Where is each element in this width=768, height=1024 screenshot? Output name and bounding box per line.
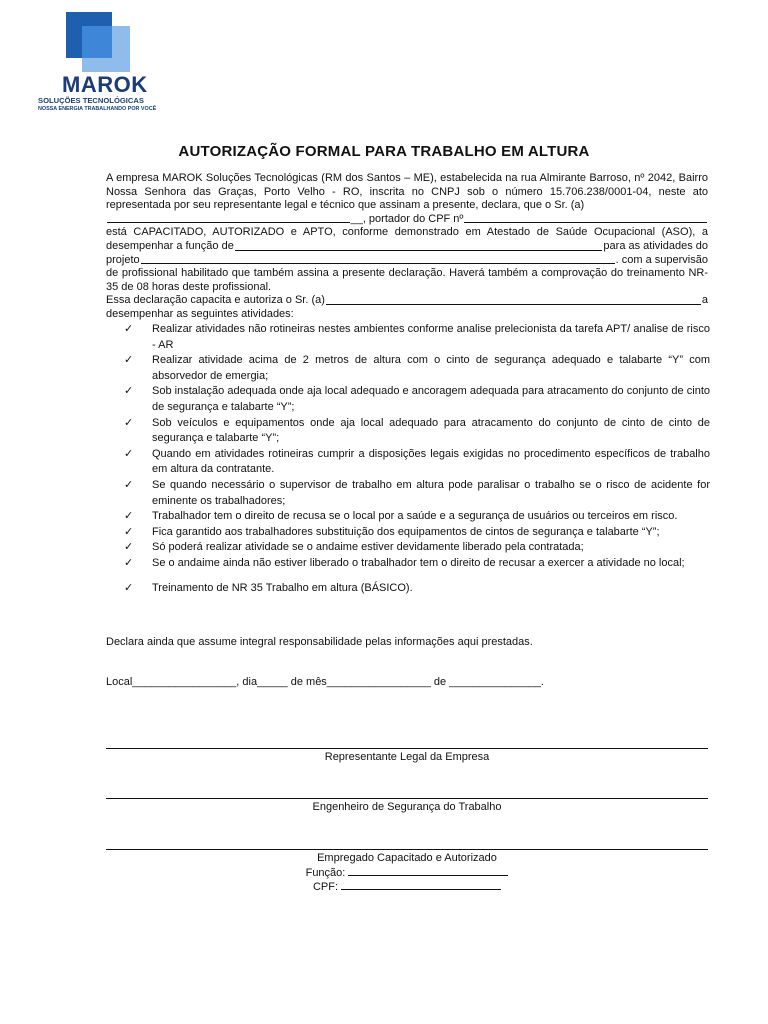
list-item (124, 556, 710, 572)
list-item (124, 525, 710, 541)
activities-list (124, 322, 710, 596)
list-item (124, 478, 710, 509)
check-icon: ✓ (124, 447, 134, 460)
signature-employee[interactable] (106, 849, 708, 894)
list-item (124, 447, 710, 478)
list-item-text: Sob veículos e equipamentos onde aja local adequado para atracamento do conjunto de cinto de cinto de segurança e talabarte “Y”; (152, 416, 710, 445)
list-item (124, 322, 710, 353)
intro-paragraph: A empresa MAROK Soluções Tecnológicas (RM dos Santos – ME), estabelecida na rua Almirante Barroso, nº 2042, Bairro Nossa Senhora das Graças, Porto Velho - RO, inscrita no CNPJ sob o número 15.706.238/0001-04, neste ato representada por seu representante legal e técnico que assinam a presente, declara, que o Sr. (a) (106, 172, 708, 212)
signature-representative[interactable] (106, 748, 708, 764)
signature-label-eng: Engenheiro de Segurança do Trabalho (312, 801, 502, 813)
logo-subtitle: SOLUÇÕES TECNOLÓGICAS (38, 96, 144, 105)
projeto-suffix: . com a supervisão (615, 253, 708, 266)
list-item (124, 540, 710, 556)
cpf-signature-row (106, 879, 708, 894)
signature-label-rep: Representante Legal da Empresa (324, 751, 490, 763)
cpf-field-line[interactable] (464, 213, 707, 224)
company-logo (38, 12, 164, 112)
list-item-text: Só poderá realizar atividade se o andaime estiver devidamente liberado pela contratada; (152, 541, 584, 554)
funcao-suffix: para as atividades do (603, 239, 708, 252)
local-date-line[interactable]: Local_________________, dia_____ de mês_________________ de _______________. (106, 676, 544, 688)
signature-engineer[interactable] (106, 798, 708, 814)
list-item-text: Realizar atividades não rotineiras nestes ambientes conforme analise prelecionista da tarefa APT/ analise de risco - AR (152, 323, 710, 351)
essa-field-line[interactable] (326, 294, 701, 305)
projeto-prefix: projeto (106, 253, 140, 266)
list-item (124, 581, 710, 597)
list-item-text: Quando em atividades rotineiras cumprir a disposições legais exigidas no procedimento específicos de trabalho em altura da contratante. (152, 447, 710, 476)
logo-square-mid (82, 26, 112, 58)
check-icon: ✓ (124, 323, 134, 335)
check-icon: ✓ (124, 354, 134, 367)
funcao-sig-field[interactable] (348, 865, 508, 876)
cpf-sig-label: CPF: (312, 881, 338, 893)
logo-brand: MAROK (62, 72, 148, 97)
list-item-text: Fica garantido aos trabalhadores substituição dos equipamentos de cintos de segurança e talabarte “Y”; (152, 525, 660, 538)
funcao-sig-label: Função: (305, 866, 346, 879)
cpf-sig-field[interactable] (341, 879, 501, 890)
desempenhar-text: desempenhar as seguintes atividades: (106, 307, 294, 320)
funcao-prefix: desempenhar a função de (106, 239, 234, 252)
projeto-field-line[interactable] (141, 254, 615, 265)
profissional-text: de profissional habilitado que também assina a presente declaração. Haverá também a comprovação do treinamento NR-35 de 08 horas deste profissional. (106, 267, 708, 293)
projeto-line (106, 254, 708, 268)
check-icon: ✓ (124, 541, 134, 554)
essa-line (106, 294, 708, 308)
funcao-field-line[interactable] (235, 240, 603, 251)
signature-label-emp: Empregado Capacitado e Autorizado (317, 852, 497, 864)
funcao-line (106, 240, 708, 254)
essa-prefix: Essa declaração capacita e autoriza o Sr. (a) (106, 294, 325, 307)
list-item-text: Treinamento de NR 35 Trabalho em altura (BÁSICO). (152, 581, 413, 594)
list-item-text: Trabalhador tem o direito de recusa se o local por a saúde e a segurança de usuários ou terceiros em risco. (152, 510, 678, 523)
list-item-text: Realizar atividade acima de 2 metros de altura com o cinto de segurança adequado e talabarte “Y” com absorvedor de emergia; (152, 354, 710, 382)
name-field-line[interactable] (107, 213, 350, 224)
list-item-text: Se o andaime ainda não estiver liberado o trabalhador tem o direito de recusar a exercer a atividade no local; (152, 556, 685, 569)
check-icon: ✓ (124, 581, 134, 594)
check-icon: ✓ (124, 510, 134, 523)
logo-tagline: NOSSA ENERGIA TRABALHANDO POR VOCÊ (38, 106, 157, 112)
intro-section (106, 172, 708, 322)
funcao-signature-row (106, 865, 708, 880)
document-title: AUTORIZAÇÃO FORMAL PARA TRABALHO EM ALTURA (178, 143, 590, 160)
check-icon: ✓ (124, 525, 134, 538)
list-item (124, 509, 710, 525)
check-icon: ✓ (124, 416, 134, 429)
capacitado-text: está CAPACITADO, AUTORIZADO e APTO, conforme demonstrado em Atestado de Saúde Ocupacional (ASO), a (106, 226, 708, 239)
essa-suffix: a (701, 294, 708, 307)
cpf-label: __, portador do CPF nº (350, 212, 464, 225)
list-item-text: Se quando necessário o supervisor de trabalho em altura pode paralisar o trabalho se o risco de acidente for eminente os trabalhadores; (152, 478, 710, 507)
declaration-text: Declara ainda que assume integral responsabilidade pelas informações aqui prestadas. (106, 636, 533, 648)
check-icon: ✓ (124, 385, 134, 398)
list-item-text: Sob instalação adequada onde aja local adequado e ancoragem adequada para atracamento do conjunto de cinto de segurança e talabarte “Y”; (152, 385, 710, 413)
check-icon: ✓ (124, 556, 134, 569)
list-item (124, 353, 710, 384)
check-icon: ✓ (124, 478, 134, 491)
name-cpf-line (106, 213, 708, 227)
list-item (124, 384, 710, 415)
list-item (124, 416, 710, 447)
